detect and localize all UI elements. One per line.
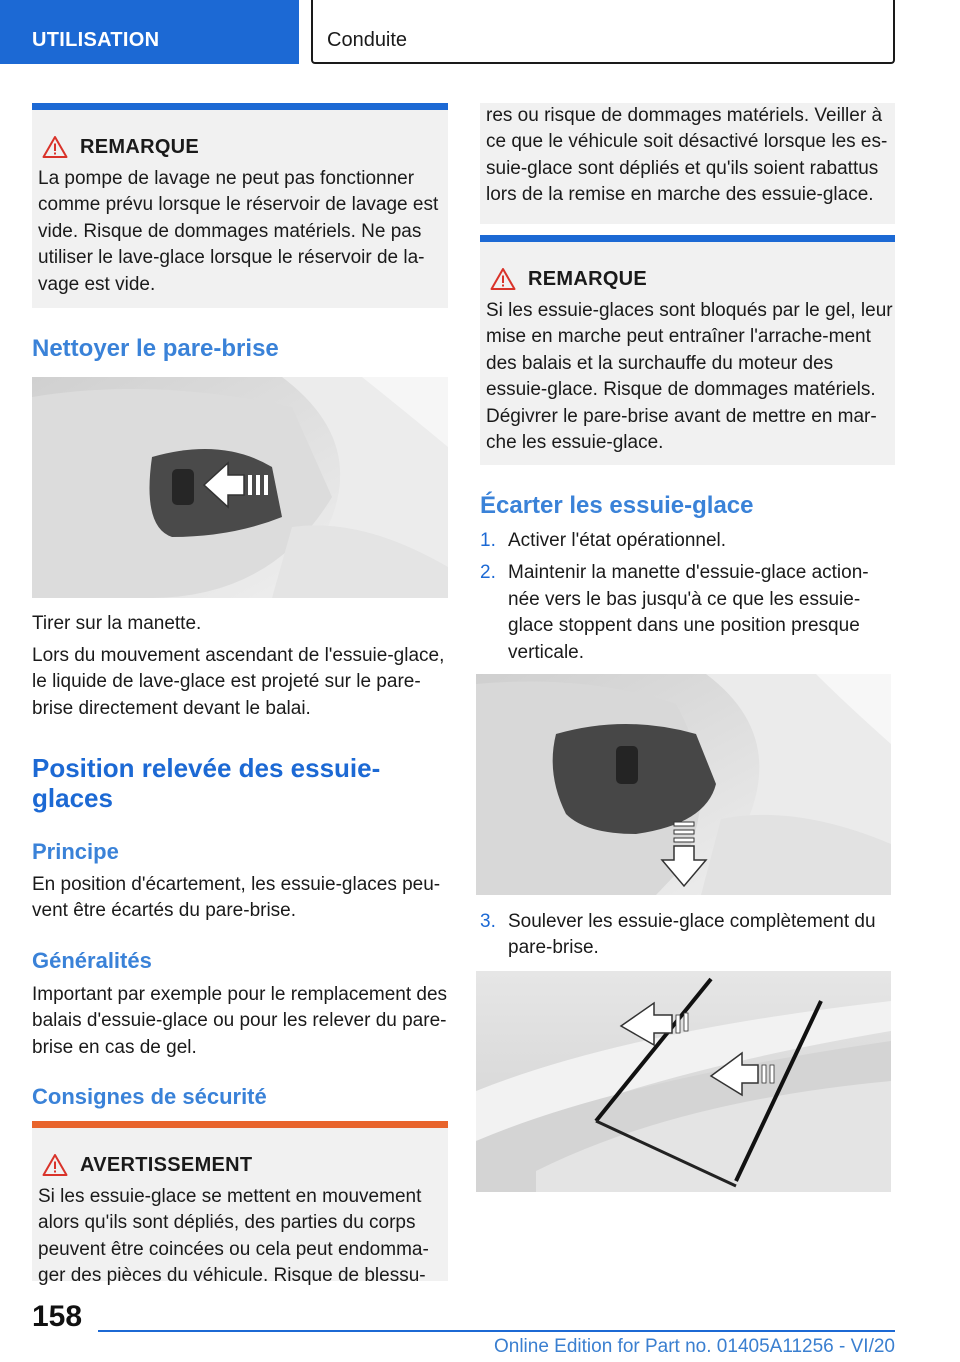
step-number: 3. <box>480 911 496 932</box>
chapter-tab <box>311 0 895 64</box>
text-pull-lever: Tirer sur la manette. <box>32 613 202 634</box>
warning-title: AVERTISSEMENT <box>80 1153 253 1176</box>
section-tab <box>0 0 299 64</box>
step-list-continued <box>480 909 895 962</box>
image-wiper-lever-down <box>476 674 891 895</box>
step-number: 1. <box>480 530 496 551</box>
page-number: 158 <box>32 1300 83 1333</box>
warning-text: Si les essuie-glace se mettent en mouvement alors qu'ils sont dépliés, des parties du corps peuvent être coincées ou cela peut endomma-ger des pièces du véhicule. Risque de blessu- <box>38 1186 429 1287</box>
step-2 <box>480 560 895 666</box>
edition-info: Online Edition for Part no. 01405A11256 - VI/20 <box>493 1336 895 1357</box>
step-number: 2. <box>480 562 496 584</box>
warning-triangle-icon <box>42 135 68 159</box>
step-text: Activer l'état opérationnel. <box>508 530 727 551</box>
step-3 <box>480 909 895 962</box>
note-title: REMARQUE <box>80 135 200 158</box>
note-text: La pompe de lavage ne peut pas fonctionner comme prévu lorsque le réservoir de lavage est vide. Risque de dommages matériels. Ne pas utiliser le lave-glace lorsque le réservoir de la-vage est vide. <box>38 168 439 295</box>
warning-text-continued: res ou risque de dommages matériels. Veiller à ce que le véhicule soit désactivé lorsque les es-suie-glace sont dépliés et qu'ils soient rabattus lors de la remise en marche des essuie-glace. <box>486 105 888 206</box>
note-title: REMARQUE <box>528 267 648 290</box>
step-list <box>480 528 895 666</box>
step-text: Soulever les essuie-glace complètement du pare-brise. <box>508 911 876 959</box>
heading-safety: Consignes de sécurité <box>32 1084 267 1109</box>
heading-general: Généralités <box>32 948 152 973</box>
note-text: Si les essuie-glaces sont bloqués par le gel, leur mise en marche peut entraîner l'arrache-ment des balais et la surchauffe du moteur des essuie-glace. Risque de dommages matériels. Dégivrer le pare-brise avant de mettre en mar-che les essuie-glace. <box>486 300 893 454</box>
text-wiper-motion: Lors du mouvement ascendant de l'essuie-glace, le liquide de lave-glace est projeté sur le pare-brise directement devant le balai. <box>32 645 445 719</box>
heading-clean-windshield: Nettoyer le pare-brise <box>32 335 279 362</box>
note-box-1 <box>32 103 448 308</box>
image-wiper-lever-pull <box>32 377 448 598</box>
text-general: Important par exemple pour le remplacement des balais d'essuie-glace ou pour les relever du pare-brise en cas de gel. <box>32 984 448 1058</box>
heading-principle: Principe <box>32 839 119 864</box>
step-text: Maintenir la manette d'essuie-glace action-née vers le bas jusqu'à ce que les essuie-glace stoppent dans une position presque verticale. <box>508 562 869 663</box>
warning-triangle-icon <box>490 267 516 291</box>
section-title: UTILISATION <box>32 29 160 51</box>
text-principle: En position d'écartement, les essuie-glaces peu-vent être écartés du pare-brise. <box>32 874 441 922</box>
footer-divider <box>98 1330 895 1332</box>
warning-triangle-icon <box>42 1153 68 1177</box>
warning-box-continued <box>480 103 895 224</box>
warning-box <box>32 1121 448 1287</box>
chapter-title: Conduite <box>327 29 408 51</box>
image-wipers-lifted <box>476 971 891 1192</box>
heading-raised-position: Position relevée des essuie-glaces <box>32 753 381 813</box>
heading-spread-wipers: Écarter les essuie-glace <box>480 492 754 519</box>
step-1 <box>480 528 895 554</box>
note-box-2 <box>480 235 895 465</box>
